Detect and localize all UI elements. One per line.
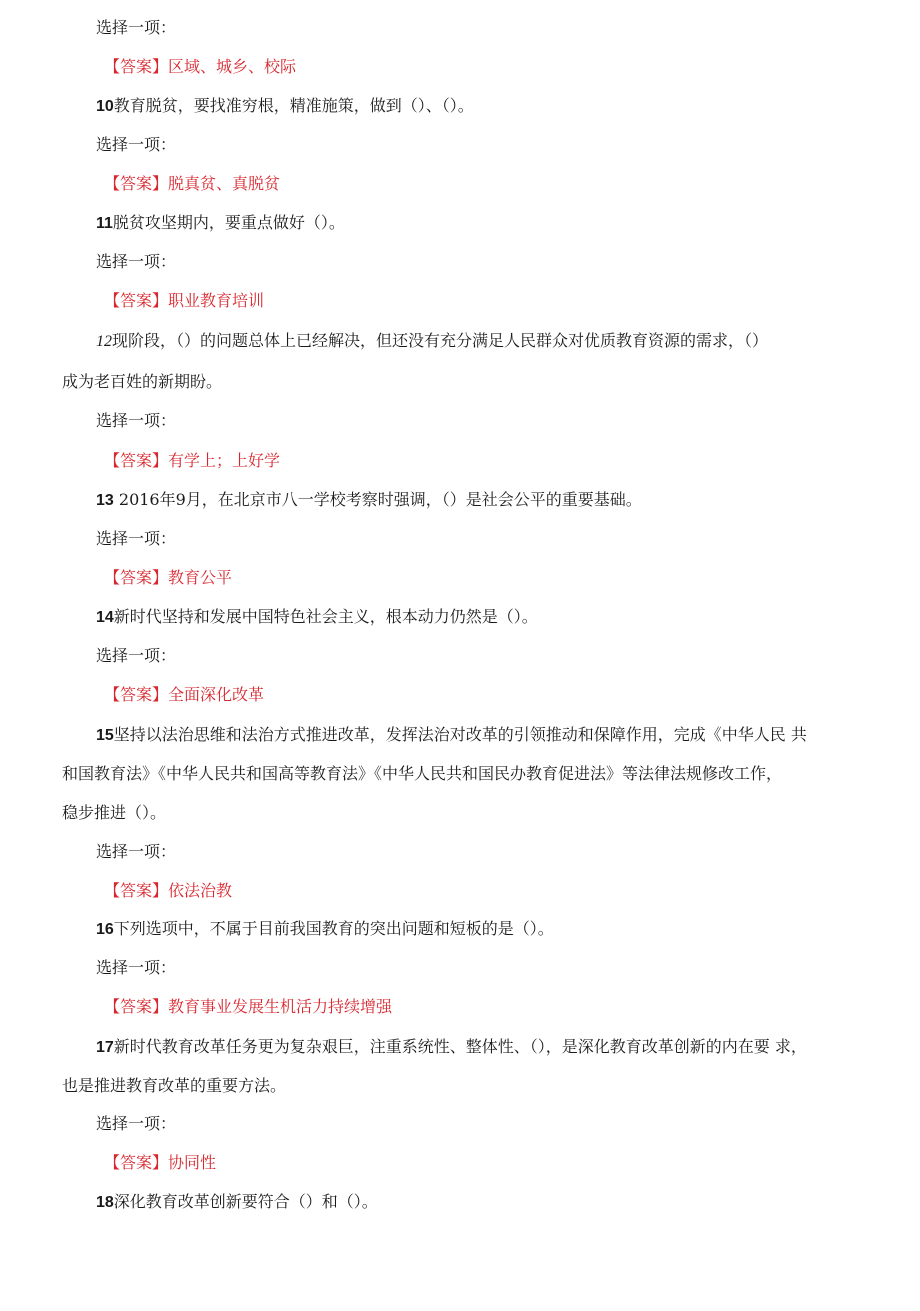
answer-line: 【答案】职业教育培训: [104, 291, 265, 310]
answer-line: 【答案】有学上；上好学: [104, 451, 281, 470]
question-12: [96, 330, 768, 353]
prompt-line: 选择一项：: [96, 958, 177, 977]
question-18: [96, 1191, 378, 1214]
question-number: 13: [96, 492, 114, 509]
question-text: 新时代坚持和发展中国特色社会主义，根本动力仍然是（）。: [113, 607, 538, 626]
question-continuation: 成为老百姓的新期盼。: [62, 372, 223, 391]
question-number: 15: [96, 727, 114, 744]
question-text: 下列选项中，不属于目前我国教育的突出问题和短板的是（）。: [113, 919, 554, 938]
answer-line: 【答案】全面深化改革: [104, 685, 265, 704]
prompt-line: 选择一项：: [96, 842, 177, 861]
prompt-line: 选择一项：: [96, 411, 177, 430]
question-number: 10: [96, 98, 114, 115]
question-number: 17: [96, 1039, 114, 1056]
question-number: 12: [96, 333, 112, 350]
question-continuation: 和国教育法》《中华人民共和国高等教育法》《中华人民共和国民办教育促进法》等法律法规修改工作，: [62, 764, 783, 783]
question-text: 新时代教育改革任务更为复杂艰巨，注重系统性、整体性、（），是深化教育改革创新的内在要 求，: [113, 1037, 807, 1056]
question-14: [96, 606, 538, 629]
question-continuation: 也是推进教育改革的重要方法。: [62, 1076, 287, 1095]
answer-line: 【答案】教育事业发展生机活力持续增强: [104, 997, 393, 1016]
question-number: 11: [96, 215, 113, 232]
question-10: [96, 95, 474, 118]
answer-line: 【答案】教育公平: [104, 568, 233, 587]
prompt-line: 选择一项：: [96, 1114, 177, 1133]
question-text: 深化教育改革创新要符合（）和（）。: [113, 1192, 378, 1211]
prompt-line: 选择一项：: [96, 252, 177, 271]
answer-line: 【答案】协同性: [104, 1153, 217, 1172]
question-number: 16: [96, 921, 114, 938]
prompt-line: 选择一项：: [96, 135, 177, 154]
answer-line: 【答案】脱真贫、真脱贫: [104, 174, 281, 193]
question-17: [96, 1036, 807, 1059]
question-text: 教育脱贫，要找准穷根，精准施策，做到（）、（）。: [113, 96, 474, 115]
question-number: 18: [96, 1194, 114, 1211]
prompt-line: 选择一项：: [96, 18, 177, 37]
question-text: 脱贫攻坚期内，要重点做好（）。: [112, 213, 345, 232]
question-text: 现阶段，（）的问题总体上已经解决，但还没有充分满足人民群众对优质教育资源的需求，（）: [112, 331, 769, 350]
question-continuation: 稳步推进（）。: [62, 803, 167, 822]
question-16: [96, 918, 554, 941]
question-15: [96, 724, 807, 747]
question-text: 坚持以法治思维和法治方式推进改革，发挥法治对改革的引领推动和保障作用，完成《中华人民 共: [113, 725, 807, 744]
prompt-line: 选择一项：: [96, 529, 177, 548]
prompt-line: 选择一项：: [96, 646, 177, 665]
question-text: 2016年9月，在北京市八一学校考察时强调，（）是社会公平的重要基础。: [113, 490, 642, 509]
question-11: [96, 212, 345, 235]
answer-line: 【答案】区域、城乡、校际: [104, 57, 297, 76]
answer-line: 【答案】依法治教: [104, 881, 233, 900]
question-number: 14: [96, 609, 114, 626]
question-13: [96, 489, 642, 512]
